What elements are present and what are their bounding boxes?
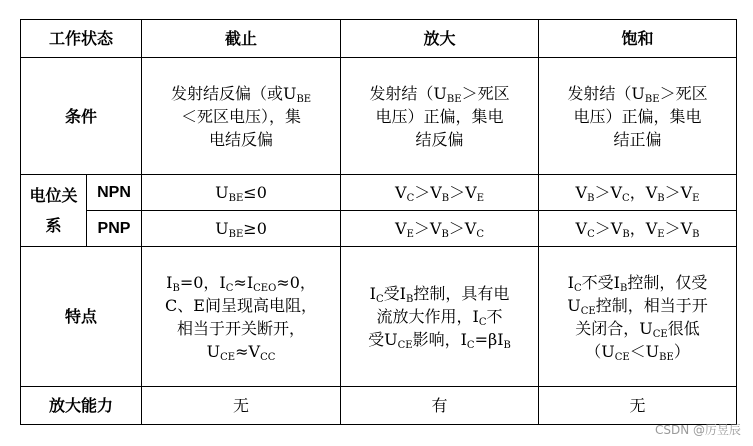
features-amplify: $I_C$受$I_B$控制，具有电 流放大作用，$I_C$不 受$U_{CE}$影响，$I_C=\beta I_B$: [341, 247, 539, 387]
ability-saturation: 无: [539, 387, 737, 425]
watermark: CSDN @厉昱辰: [654, 423, 741, 437]
features-saturation: $I_C$不受$I_B$控制，仅受 $U_{CE}$控制，相当于开 关闭合，$U_{CE}$很低 $(U_{CE}<U_{BE})$: [539, 247, 737, 387]
header-amplify: 放大: [341, 20, 539, 58]
ability-label: 放大能力: [21, 387, 142, 425]
conditions-amplify: 发射结（$U_{BE}>$死区 电压）正偏，集电 结反偏: [341, 58, 539, 175]
header-cutoff: 截止: [142, 20, 341, 58]
header-saturation: 饱和: [539, 20, 737, 58]
ability-row: [21, 387, 737, 425]
conditions-cutoff: 发射结反偏（或$U_{BE}$ ＜死区电压），集 电结反偏: [142, 58, 341, 175]
npn-label: NPN: [87, 175, 142, 211]
potential-npn-row: [21, 175, 737, 211]
features-cutoff: $I_B=0$，$I_C\approx I_{CEO}\approx 0$， C、E间呈现高电阻， 相当于开关断开， $U_{CE}\approx V_{CC}$: [142, 247, 341, 387]
pnp-cutoff: $U_{BE}\ge 0$: [142, 211, 341, 247]
conditions-saturation: 发射结（$U_{BE}>$死区 电压）正偏，集电 结正偏: [539, 58, 737, 175]
ability-amplify: 有: [341, 387, 539, 425]
npn-amplify: $V_C>V_B>V_E$: [341, 175, 539, 211]
pnp-label: PNP: [87, 211, 142, 247]
potential-label: 电位关系: [21, 175, 87, 247]
npn-cutoff: $U_{BE}\le 0$: [142, 175, 341, 211]
bjt-states-table: [20, 19, 737, 425]
header-row: [21, 20, 737, 58]
ability-cutoff: 无: [142, 387, 341, 425]
features-row: [21, 247, 737, 387]
features-label: 特点: [21, 247, 142, 387]
potential-pnp-row: [21, 211, 737, 247]
pnp-saturation: $V_C>V_B$，$V_E>V_B$: [539, 211, 737, 247]
npn-saturation: $V_B>V_C$，$V_B>V_E$: [539, 175, 737, 211]
conditions-row: [21, 58, 737, 175]
conditions-label: 条件: [21, 58, 142, 175]
pnp-amplify: $V_E>V_B>V_C$: [341, 211, 539, 247]
header-state: 工作状态: [21, 20, 142, 58]
